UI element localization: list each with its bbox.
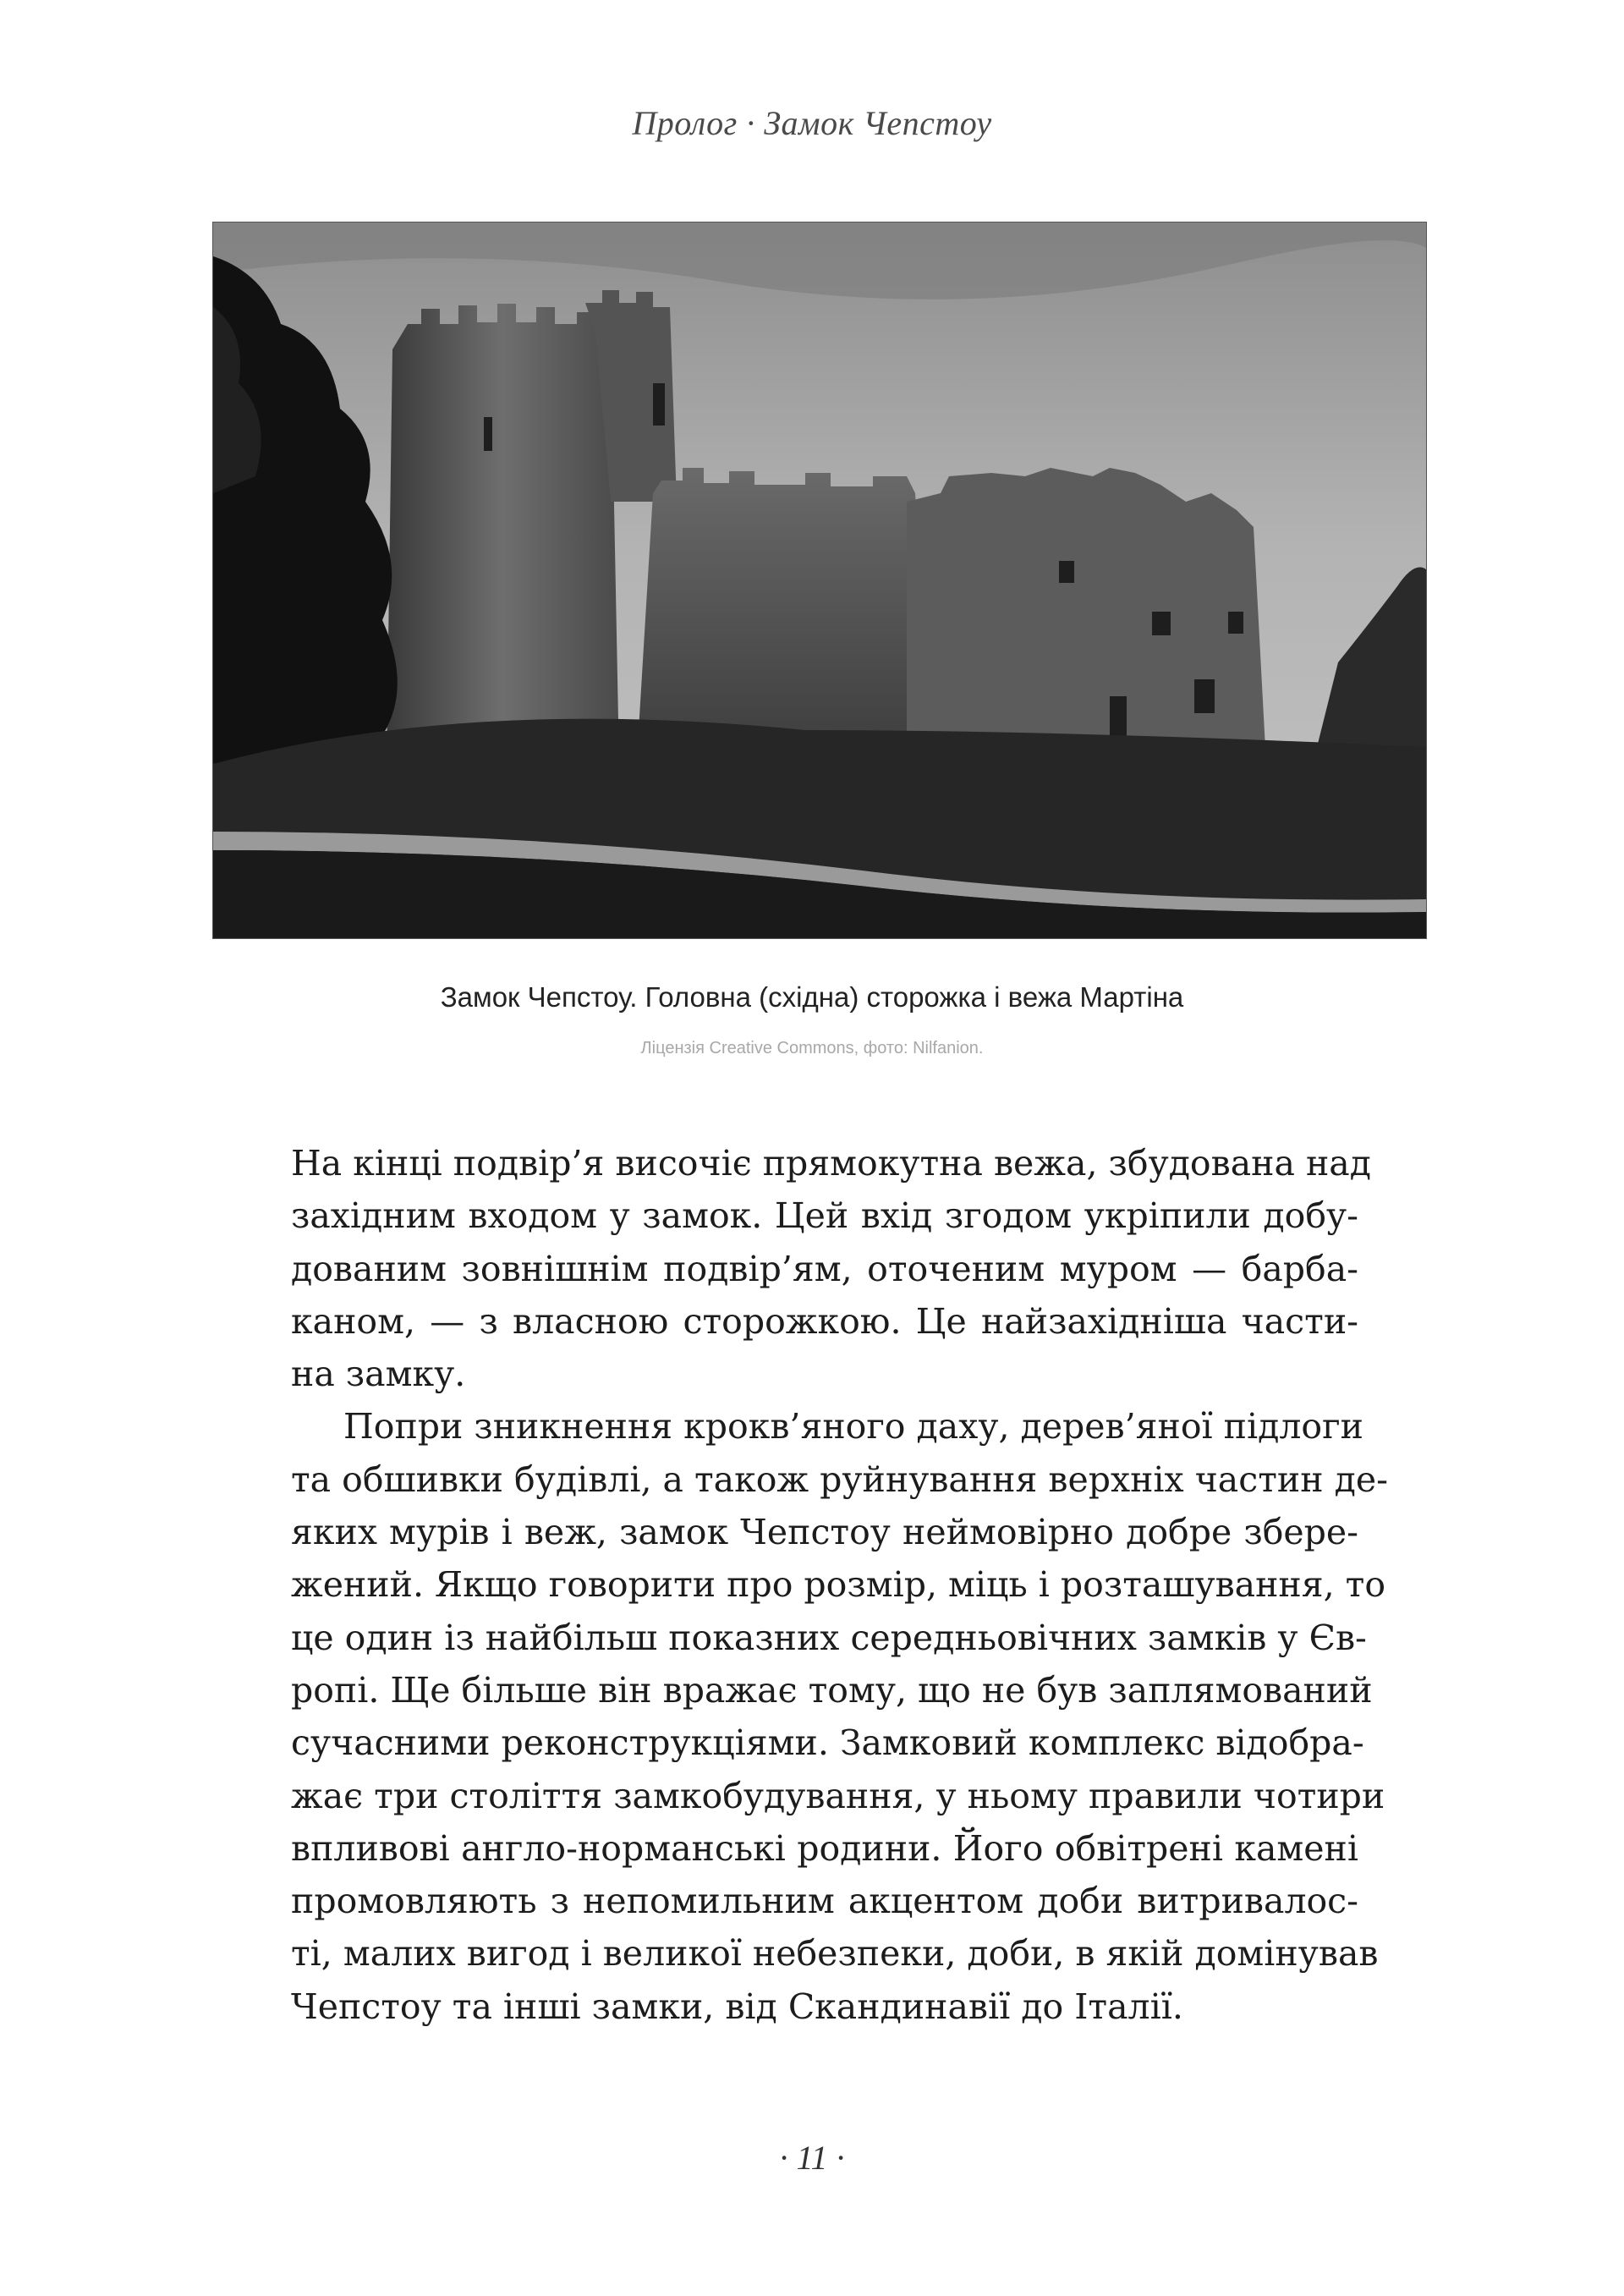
text-line: жає три століття замкобудування, у ньому правили чотири <box>291 1775 1385 1816</box>
text-line: західним входом у замок. Цей вхід згодом укріпили добу- <box>291 1195 1358 1237</box>
text-line: сучасними реконструкціями. Замковий комплекс відобра- <box>291 1722 1364 1764</box>
text-line: дованим зовнішнім подвір’ям, оточеним муром — барба- <box>291 1248 1358 1289</box>
text-line: на замку. <box>291 1354 466 1395</box>
page-number: · 11 · <box>779 2139 845 2177</box>
text-line: каном, — з власною сторожкою. Це найзахідніша части- <box>291 1300 1358 1342</box>
text-line: ті, малих вигод і великої небезпеки, доби, в якій домінував <box>291 1933 1379 1975</box>
figure-credit: Ліцензія Creative Commons, фото: Nilfanion. <box>640 1039 984 1057</box>
text-line: Попри зникнення крокв’яного даху, дерев’яної підлоги <box>343 1406 1363 1447</box>
text-line: це один із найбільш показних середньовічних замків у Єв- <box>291 1617 1367 1658</box>
castle-photo <box>212 222 1427 939</box>
running-head: Пролог · Замок Чепстоу <box>632 104 992 142</box>
text-line: промовляють з непомильним акцентом доби витривалос- <box>291 1881 1358 1922</box>
text-line: яких мурів і веж, замок Чепстоу неймовірно добре збере- <box>291 1512 1358 1553</box>
text-line: ропі. Ще більше він вражає тому, що не був заплямований <box>291 1669 1373 1711</box>
text-line: Чепстоу та інші замки, від Скандинавії до Італії. <box>291 1986 1183 2027</box>
body-text <box>291 1137 1388 2033</box>
text-line: та обшивки будівлі, а також руйнування верхніх частин де- <box>291 1458 1388 1500</box>
text-line: впливові англо-норманські родини. Його обвітрені камені <box>291 1827 1358 1869</box>
text-line: На кінці подвір’я височіє прямокутна вежа, збудована над <box>291 1143 1371 1184</box>
figure-caption: Замок Чепстоу. Головна (східна) сторожка і вежа Мартіна <box>440 981 1184 1013</box>
text-line: жений. Якщо говорити про розмір, міць і розташування, то <box>291 1564 1386 1606</box>
